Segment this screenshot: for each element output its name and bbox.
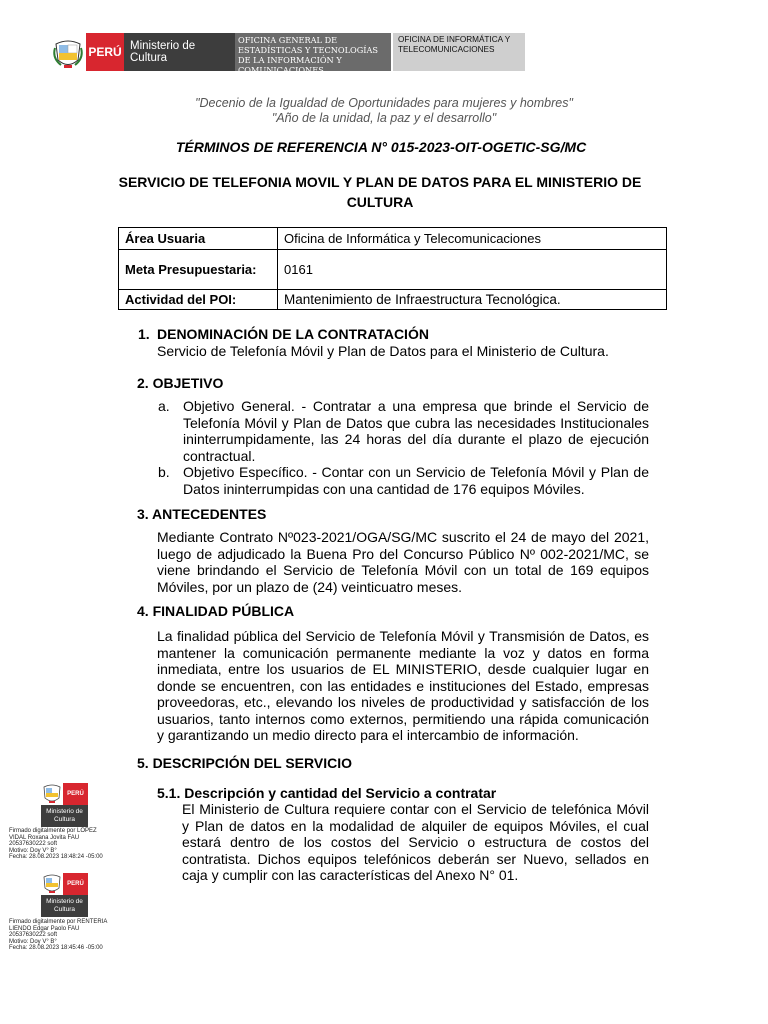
objective-b-letter: b. [158,464,170,480]
peru-coat-of-arms-icon [53,38,83,70]
signature-stamp-2 [41,873,88,917]
signature-text-1: Firmado digitalmente por LOPEZ VIDAL Roxana Jovita FAU 20537630222 soft Motivo: Doy V° B° Fecha: 28.08.2023 18:48:24 -05:00 [9,828,103,861]
table-row [119,250,667,290]
area-label: Área Usuaria [119,228,278,250]
section-3-text: Mediante Contrato Nº023-2021/OGA/SG/MC suscrito el 24 de mayo del 2021, luego de adjudicado la Buena Pro del Concurso Público Nº 002-2021/MC, se viene brindando el Servicio de Telefonía Móvil con un total de 169 equipos Móviles, por un plazo de (24) veinticuatro meses. [157,529,649,595]
poi-value: Mantenimiento de Infraestructura Tecnológica. [278,290,667,310]
oti-office-label: OFICINA DE INFORMÁTICA Y TELECOMUNICACIONES [393,33,525,71]
objective-b-text: Objetivo Específico. - Contar con un Servicio de Telefonía Móvil y Plan de Datos ininterrumpidas con una cantidad de 176 equipos Móviles. [183,464,649,497]
section-5-1-heading: 5.1. Descripción y cantidad del Servicio a contratar [157,785,497,801]
ogetic-office-label: OFICINA GENERAL DE ESTADÍSTICAS Y TECNOLOGÍAS DE LA INFORMACIÓN Y COMUNICACIONES [235,33,391,71]
info-table [118,227,667,310]
document-title: SERVICIO DE TELEFONIA MOVIL Y PLAN DE DATOS PARA EL MINISTERIO DE CULTURA [118,174,642,210]
ministry-brand-label: Ministerio de Cultura [124,33,235,71]
list-item [158,464,649,497]
section-4-heading: 4. FINALIDAD PÚBLICA [137,603,295,619]
section-3-heading: 3. ANTECEDENTES [137,506,267,522]
table-row [119,228,667,250]
section-4-text: La finalidad pública del Servicio de Telefonía Móvil y Transmisión de Datos, es mantener la comunicación permanente mediante la voz y datos en forma inmediata, entre los usuarios de EL MINISTERIO, desde cualquier lugar en donde se encuentren, con las entidades e instituciones del Estado, empresas proveedoras, etc., elevando los niveles de productividad y satisfacción de los usuarios, tanto internos como externos, permitiendo una rápida comunicación y garantizando un medio directo para el intercambio de información. [157,628,649,743]
tdr-number-heading: TÉRMINOS DE REFERENCIA N° 015-2023-OIT-OGETIC-SG/MC [175,139,587,155]
section-1-number: 1. [138,326,150,342]
objectives-list [158,398,649,497]
section-2-heading: 2. OBJETIVO [137,375,224,391]
signature-stamp-1 [41,783,88,827]
stamp-ministry-label: Ministerio de Cultura [41,895,88,917]
decenio-line-1: "Decenio de la Igualdad de Oportunidades para mujeres y hombres" [195,96,573,110]
meta-label: Meta Presupuestaria: [119,250,278,290]
peru-coat-of-arms-icon [41,783,63,805]
stamp-peru-label: PERÚ [63,873,88,895]
signature-text-2: Firmado digitalmente por RENTERIA LIENDO Edgar Paolo FAU 20537630222 soft Motivo: Doy V° B° Fecha: 28.08.2023 18:45:46 -05:00 [9,919,108,952]
area-value: Oficina de Informática y Telecomunicaciones [278,228,667,250]
meta-value: 0161 [278,250,667,290]
stamp-peru-label: PERÚ [63,783,88,805]
list-item [158,398,649,464]
section-1-text: Servicio de Telefonía Móvil y Plan de Datos para el Ministerio de Cultura. [157,343,609,359]
section-5-1-text: El Ministerio de Cultura requiere contar con el Servicio de telefónica Móvil y Plan de datos en la modalidad de alquiler de equipos Móviles, el cual estará dentro de los costos del Servicio o estructura de costos del contratista. Dichos equipos telefónicos deberán ser Nuevo, sellados en caja y cumplir con las características del Anexo N° 01. [182,801,649,883]
objective-a-letter: a. [158,398,170,414]
stamp-ministry-label: Ministerio de Cultura [41,805,88,827]
table-row [119,290,667,310]
peru-coat-of-arms-icon [41,873,63,895]
section-1-heading: DENOMINACIÓN DE LA CONTRATACIÓN [157,326,429,342]
peru-brand-label: PERÚ [86,33,124,71]
decenio-line-2: "Año de la unidad, la paz y el desarrollo" [271,111,497,125]
poi-label: Actividad del POI: [119,290,278,310]
section-5-heading: 5. DESCRIPCIÓN DEL SERVICIO [137,755,352,771]
objective-a-text: Objetivo General. - Contratar a una empresa que brinde el Servicio de Telefonía Móvil y Plan de Datos que cubra las necesidades Institucionales ininterrumpidamente, las 24 horas del día durante el plazo de ejecución contractual. [183,398,649,464]
